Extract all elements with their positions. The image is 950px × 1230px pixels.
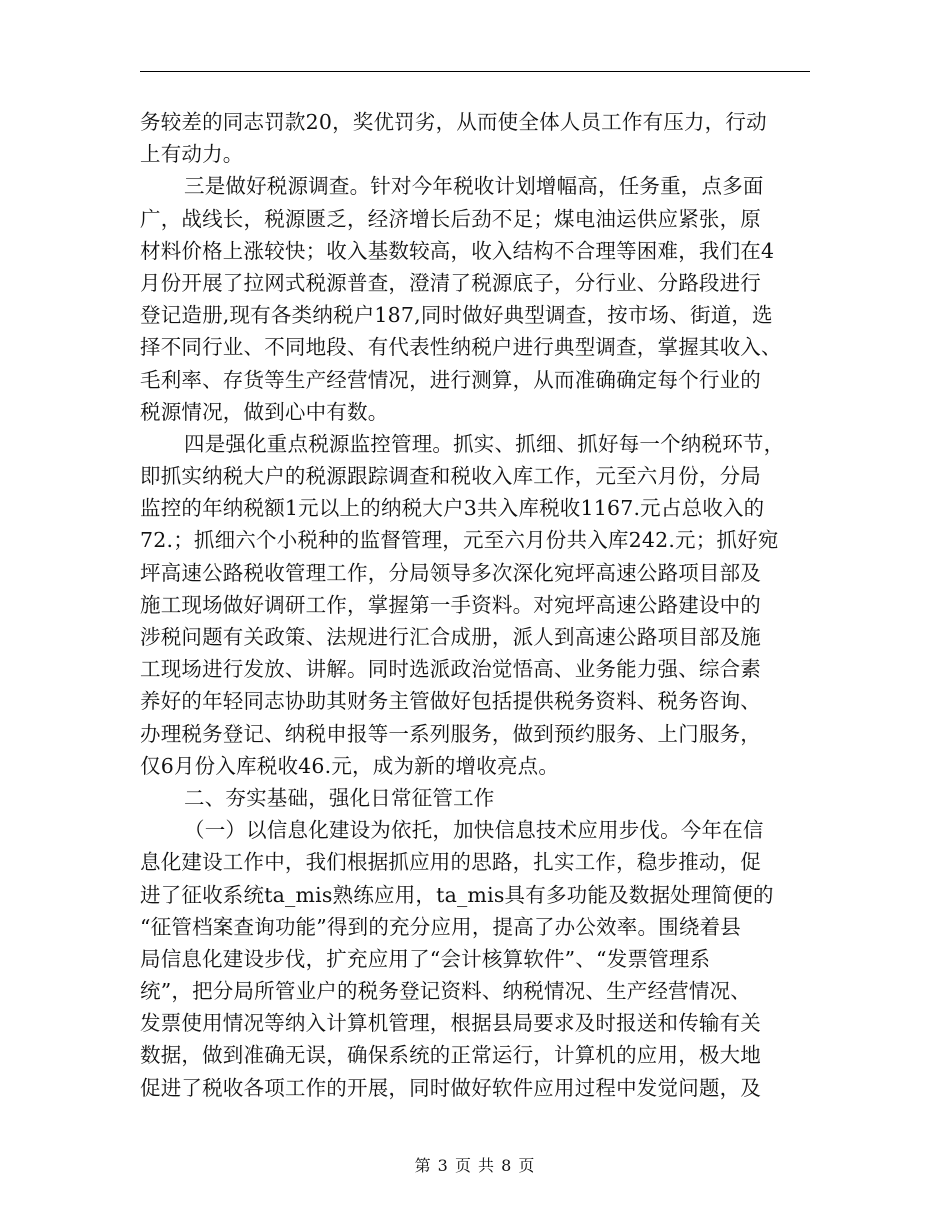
text-line: 坪高速公路税收管理工作，分局领导多次深化宛坪高速公路项目部及: [140, 560, 761, 585]
text-line: 毛利率、存货等生产经营情况，进行测算，从而准确确定每个行业的: [140, 367, 761, 392]
text-line: 息化建设工作中，我们根据抓应用的思路，扎实工作，稳步推动，促: [140, 850, 761, 875]
text-line: 办理税务登记、纳税申报等一系列服务，做到预约服务、上门服务，: [140, 721, 761, 746]
text-line: 务较差的同志罚款20，奖优罚劣，从而使全体人员工作有压力，行动: [140, 110, 767, 134]
paragraph-first-line: 四是强化重点税源监控管理。抓实、抓细、抓好每一个纳税环节，: [184, 431, 785, 456]
paragraph-first-line: （一）以信息化建设为依托，加快信息技术应用步伐。今年在信: [184, 818, 764, 843]
text-line: 涉税问题有关政策、法规进行汇合成册，派人到高速公路项目部及施: [140, 625, 761, 649]
paragraph-first-line: 二、夯实基础，强化日常征管工作: [184, 785, 495, 810]
text-line: 局信息化建设步伐，扩充应用了“会计核算软件”、“发票管理系: [140, 946, 711, 971]
text-line: 发票使用情况等纳入计算机管理，根据县局要求及时报送和传输有关: [140, 1011, 761, 1036]
text-line: “征管档案查询功能”得到的充分应用，提高了办公效率。围绕着县: [140, 914, 741, 939]
page-number: 第 3 页 共 8 页: [414, 1156, 536, 1175]
text-line: 养好的年轻同志协助其财务主管做好包括提供税务资料、税务咨询、: [140, 689, 761, 714]
text-line: 月份开展了拉网式税源普查，澄清了税源底子，分行业、分路段进行: [140, 270, 761, 295]
header-rule: [140, 71, 810, 72]
text-line: 施工现场做好调研工作，掌握第一手资料。对宛坪高速公路建设中的: [140, 592, 761, 617]
text-line: 72.；抓细六个小税种的监督管理，元至六月份共入库242.元；抓好宛: [140, 528, 779, 553]
text-line: 统”，把分局所管业户的税务登记资料、纳税情况、生产经营情况、: [140, 979, 751, 1004]
text-line: 监控的年纳税额1元以上的纳税大户3共入库税收1167.元占总收入的: [140, 496, 765, 521]
text-line: 数据，做到准确无误，确保系统的正常运行，计算机的应用，极大地: [140, 1043, 761, 1068]
text-line: 工现场进行发放、讲解。同时选派政治觉悟高、业务能力强、综合素: [140, 657, 761, 682]
text-line: 税源情况，做到心中有数。: [140, 399, 389, 424]
text-line: 上有动力。: [140, 142, 244, 167]
text-line: 即抓实纳税大户的税源跟踪调查和税收入库工作，元至六月份，分局: [140, 464, 761, 489]
text-line: 登记造册,现有各类纳税户187,同时做好典型调查，按市场、街道，选: [140, 303, 773, 328]
text-line: 仅6月份入库税收46.元，成为新的增收亮点。: [140, 753, 560, 778]
text-line: 进了征收系统ta_mis熟练应用，ta_mis具有多功能及数据处理简便的: [140, 882, 774, 907]
text-line: 广，战线长，税源匮乏，经济增长后劲不足；煤电油运供应紧张，原: [140, 206, 761, 231]
text-line: 促进了税收各项工作的开展，同时做好软件应用过程中发觉问题，及: [140, 1075, 761, 1100]
document-body: [140, 106, 810, 1104]
paragraph-first-line: 三是做好税源调查。针对今年税收计划增幅高，任务重，点多面: [184, 174, 764, 199]
text-line: 择不同行业、不同地段、有代表性纳税户进行典型调查，掌握其收入、: [140, 335, 782, 360]
text-line: 材料价格上涨较快；收入基数较高，收入结构不合理等困难，我们在4: [140, 238, 775, 263]
